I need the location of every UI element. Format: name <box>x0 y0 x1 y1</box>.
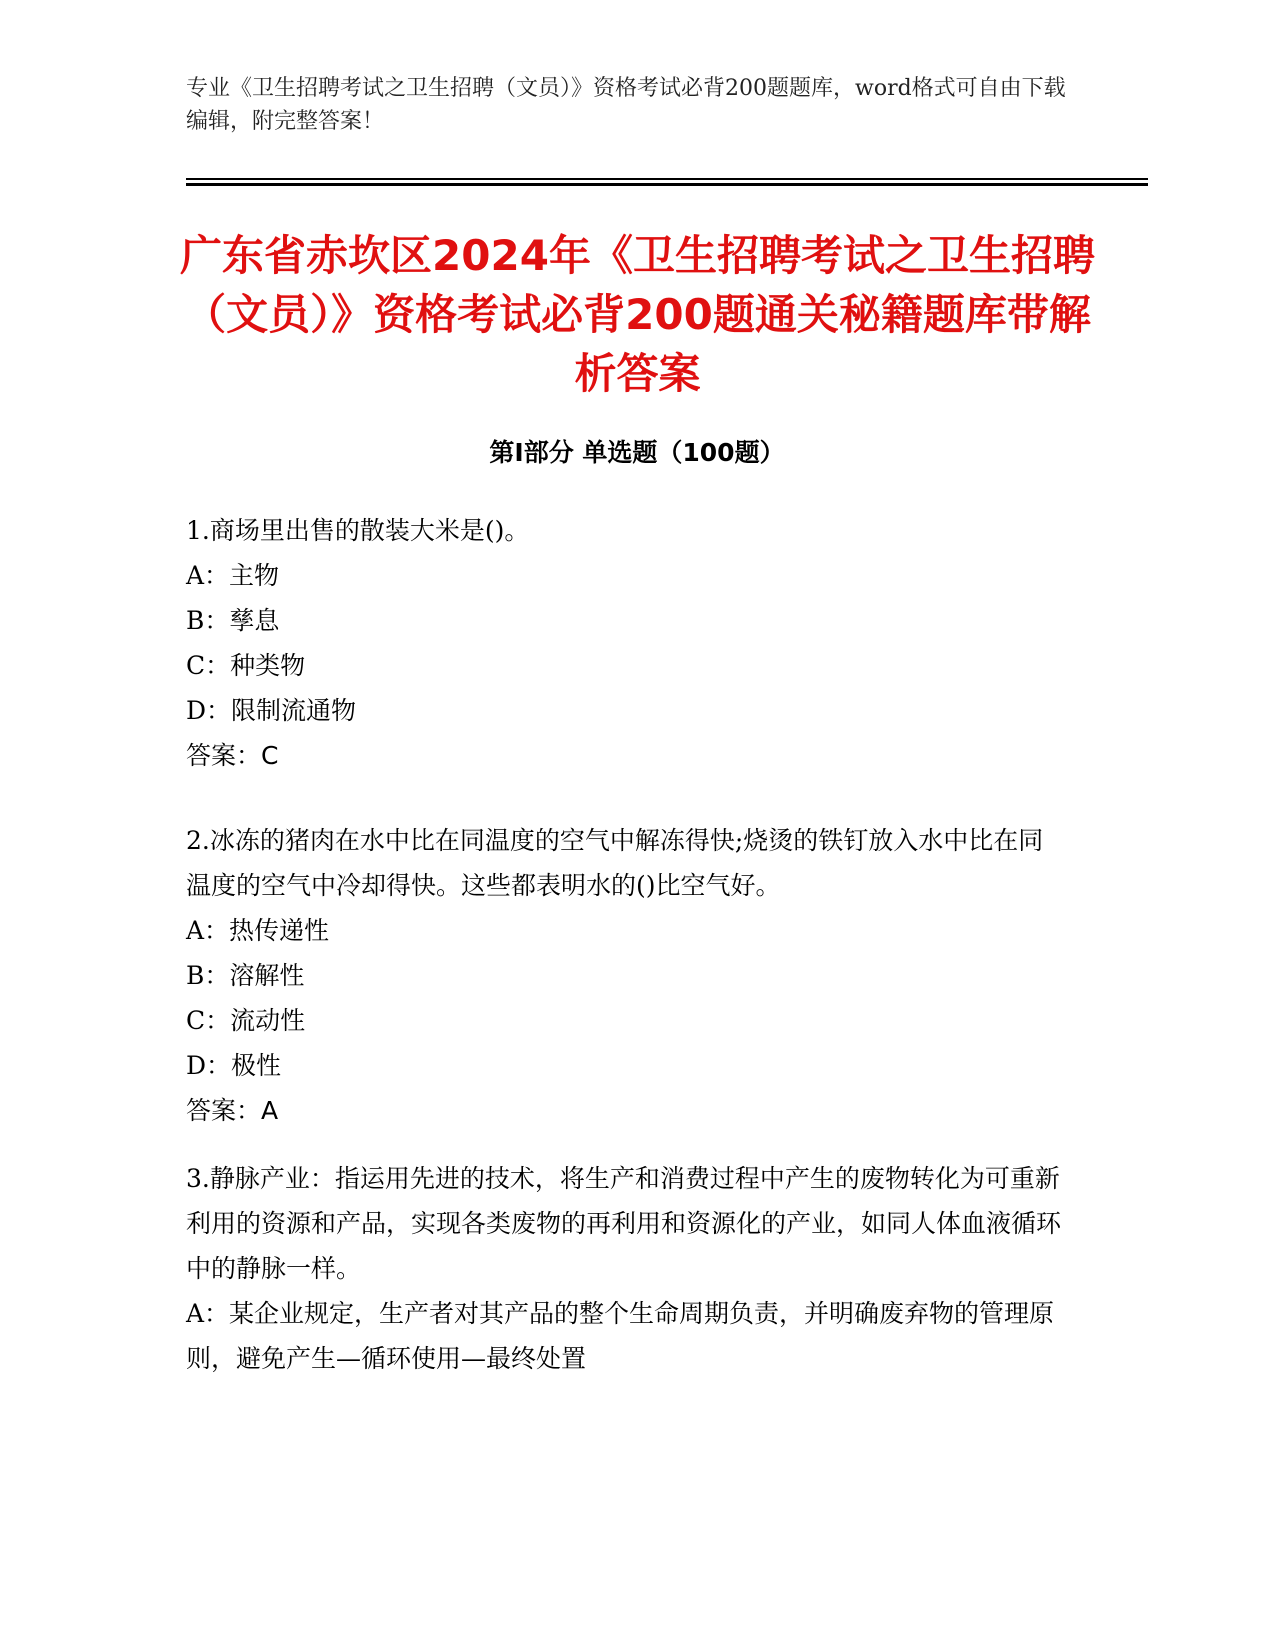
question-stem: 3.静脉产业：指运用先进的技术，将生产和消费过程中产生的废物转化为可重新利用的资源和产品，实现各类废物的再利用和资源化的产业，如同人体血液循环中的静脉一样。 <box>186 1164 1062 1283</box>
header-divider-thin <box>186 178 1148 180</box>
option-c: C：种类物 <box>186 651 306 680</box>
question-stem: 1.商场里出售的散装大米是()。 <box>186 516 530 545</box>
question-2 <box>186 818 1066 1133</box>
answer: 答案：C <box>186 741 279 770</box>
section-heading: 第Ⅰ部分 单选题（100题） <box>489 438 785 467</box>
answer: 答案：A <box>186 1096 279 1125</box>
option-d: D：极性 <box>186 1051 282 1080</box>
option-a: A：某企业规定，生产者对其产品的整个生命周期负责，并明确废弃物的管理原则，避免产生—循环使用—最终处置 <box>186 1299 1055 1373</box>
header-note: 专业《卫生招聘考试之卫生招聘（文员）》资格考试必背200题题库，word格式可自由下载编辑，附完整答案！ <box>186 76 1066 134</box>
option-d: D：限制流通物 <box>186 696 357 725</box>
question-stem: 2.冰冻的猪肉在水中比在同温度的空气中解冻得快;烧烫的铁钉放入水中比在同温度的空气中冷却得快。这些都表明水的()比空气好。 <box>186 826 1044 900</box>
document-title: 广东省赤坎区2024年《卫生招聘考试之卫生招聘（文员）》资格考试必背200题通关秘籍题库带解析答案 <box>180 231 1095 398</box>
option-a: A：主物 <box>186 561 280 590</box>
option-a: A：热传递性 <box>186 916 330 945</box>
header-divider-thick <box>186 183 1148 186</box>
question-1 <box>186 508 1066 778</box>
option-c: C：流动性 <box>186 1006 306 1035</box>
option-b: B：溶解性 <box>186 961 305 990</box>
question-3 <box>186 1156 1066 1381</box>
option-b: B：孳息 <box>186 606 280 635</box>
